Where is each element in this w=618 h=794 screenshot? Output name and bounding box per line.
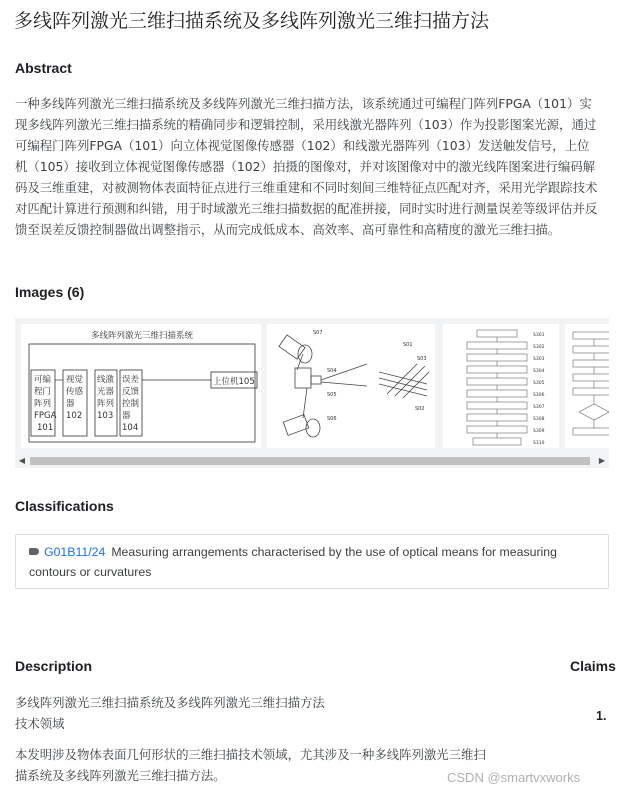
patent-title: 多线阵列激光三维扫描系统及多线阵列激光三维扫描方法: [14, 10, 490, 32]
svg-text:可编程门阵列FPGA101: 可编程门阵列 FPGA 101: [34, 375, 57, 433]
svg-text:S307: S307: [533, 405, 545, 410]
classification-description: Measuring arrangements characterised by the use of optical means for measuring contours or curvatures: [29, 545, 557, 579]
svg-text:S03: S03: [417, 356, 427, 362]
svg-text:S306: S306: [533, 393, 545, 398]
abstract-text: 一种多线阵列激光三维扫描系统及多线阵列激光三维扫描方法，该系统通过可编程门阵列FPGA（101）实现多线阵列激光三维扫描系统的精确同步和逻辑控制，采用线激光器阵列（103）作为投影图案光源，通过可编程门阵列FPGA（101）向立体视觉图像传感器（102）和线激光器阵列（103）发送触发信号，上位机（105）接收到立体视觉图像传感器（102）拍摄的图像对，并对该图像对中的激光线阵图案进行编码解码及三维重建，对被测物体表面特征点进行三维重建和不同时刻间三维特征点匹配对齐，采用光学跟踪技术对匹配计算进行预测和纠错，用于时域激光三维扫描数据的配准拼接，同时实时进行测量误差等级评估并反馈至误差反馈控制器做出调整指示，从而完成低成本、高效率、高可靠性和高精度的激光三维扫描。: [15, 96, 598, 237]
svg-text:S310: S310: [533, 441, 545, 446]
description-field-heading: 技术领域: [15, 716, 65, 731]
classification-item: [29, 542, 599, 582]
figure-3-thumbnail[interactable]: [443, 324, 559, 448]
image-gallery[interactable]: [15, 318, 609, 468]
classification-code-link[interactable]: G01B11/24: [44, 545, 106, 559]
svg-text:视觉传感器102: 视觉传感器 102: [66, 375, 84, 421]
svg-text:S01: S01: [403, 342, 413, 348]
figure-2-thumbnail[interactable]: [267, 324, 435, 448]
claims-heading: Claims: [570, 658, 616, 674]
description-paragraph: 本发明涉及物体表面几何形状的三维扫描技术领域，尤其涉及一种多线阵列激光三维扫描系统及多线阵列激光三维扫描方法。: [15, 747, 486, 783]
claim-number: 1.: [596, 709, 607, 723]
gallery-scrollbar-thumb[interactable]: [30, 457, 590, 465]
description-heading: Description: [15, 658, 93, 674]
svg-text:S07: S07: [313, 330, 323, 336]
images-heading: Images (6): [15, 284, 85, 300]
svg-text:误差反馈控制器104: 误差反馈控制器 104: [122, 375, 140, 433]
figure-4-thumbnail[interactable]: [565, 324, 609, 448]
svg-text:S04: S04: [327, 368, 337, 374]
svg-text:S303: S303: [533, 357, 545, 362]
svg-text:S302: S302: [533, 345, 545, 350]
abstract-heading: Abstract: [15, 60, 72, 76]
description-title-line: 多线阵列激光三维扫描系统及多线阵列激光三维扫描方法: [15, 695, 325, 710]
figure-1-thumbnail[interactable]: [21, 324, 261, 448]
svg-text:S308: S308: [533, 417, 545, 422]
classification-card: [15, 534, 609, 589]
figure-1-caption: 多线阵列激光三维扫描系统: [91, 331, 194, 341]
svg-text:上位机105: 上位机105: [213, 377, 255, 387]
svg-text:S309: S309: [533, 429, 545, 434]
svg-text:S05: S05: [327, 392, 337, 398]
svg-text:S06: S06: [327, 416, 337, 422]
svg-text:线激光器阵列103: 线激光器阵列 103: [97, 375, 115, 421]
svg-text:S304: S304: [533, 369, 545, 374]
svg-text:S305: S305: [533, 381, 545, 386]
classifications-heading: Classifications: [15, 498, 114, 514]
svg-text:S02: S02: [415, 406, 425, 412]
tag-icon: [29, 548, 39, 555]
scroll-left-icon[interactable]: ◀: [18, 456, 26, 465]
watermark: CSDN @smartvxworks: [447, 770, 581, 785]
svg-text:S301: S301: [533, 333, 545, 338]
scroll-right-icon[interactable]: ▶: [598, 456, 606, 465]
